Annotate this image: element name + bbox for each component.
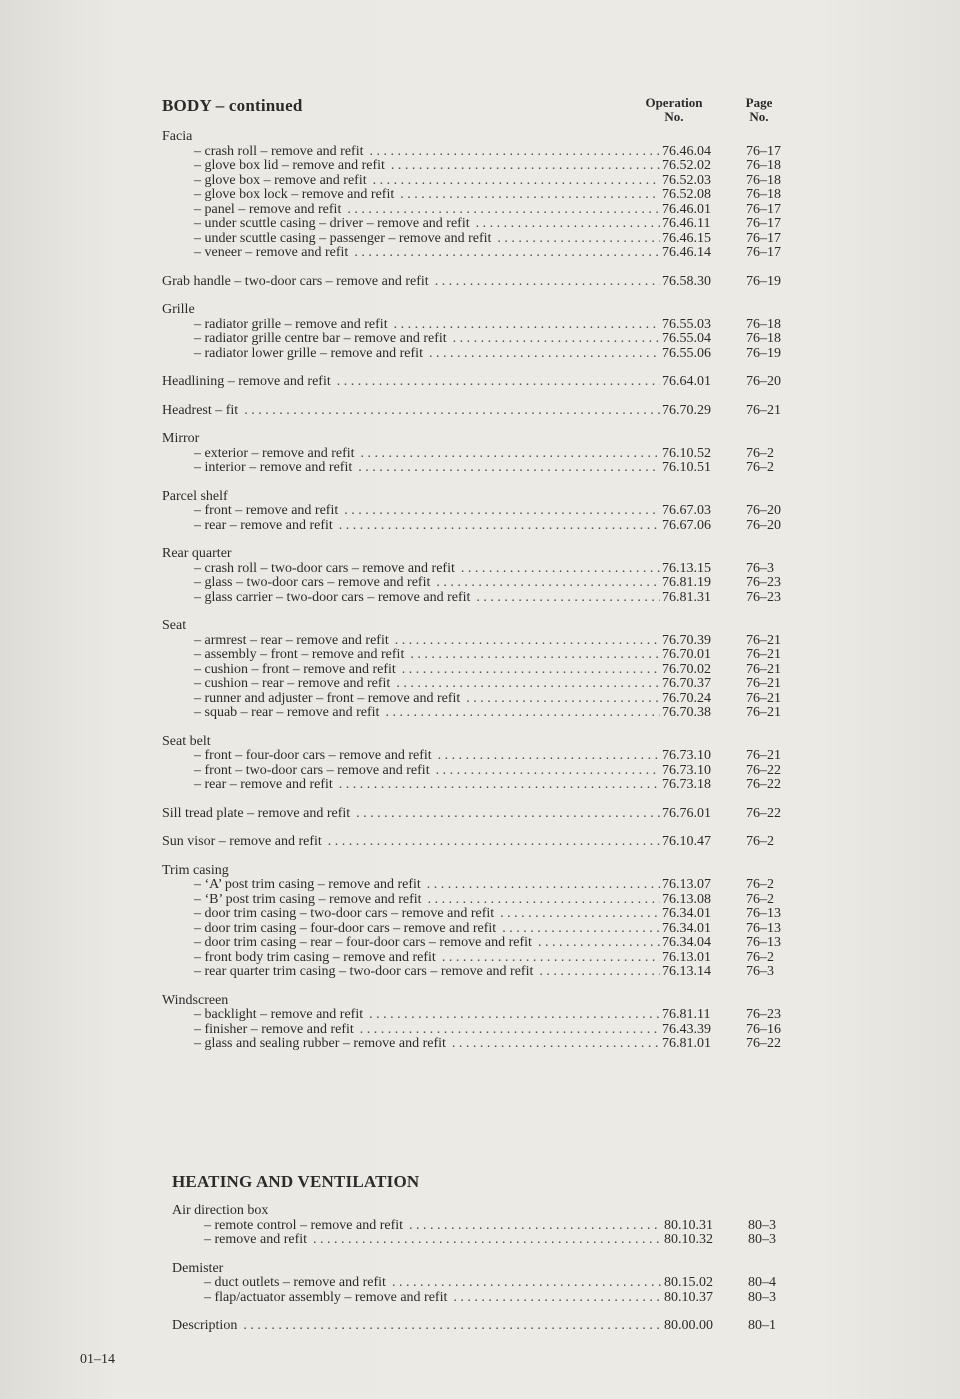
page-number: 76–2: [746, 460, 774, 475]
operation-number: 76.73.10: [662, 748, 711, 763]
entry-label: – under scuttle casing – driver – remove and refit: [194, 216, 470, 231]
page-no-header: Page No.: [745, 95, 773, 124]
index-entry: [162, 965, 802, 980]
dot-leader: [360, 1023, 660, 1038]
section-title: HEATING AND VENTILATION: [172, 1172, 420, 1191]
operation-number: 76.10.52: [662, 445, 711, 461]
entry-label: Grab handle – two-door cars – remove and refit: [162, 273, 429, 289]
index-entry: [162, 648, 802, 663]
page-number: 76–18: [746, 187, 781, 202]
group-title: Seat: [162, 618, 187, 633]
page-number: 76–21: [746, 402, 781, 418]
index-entry: [162, 447, 802, 462]
dot-leader: [438, 749, 660, 764]
entry-label: – runner and adjuster – front – remove and refit: [194, 690, 461, 706]
dot-leader: [243, 1319, 662, 1334]
dot-leader: [385, 706, 660, 721]
entry-label: Description: [172, 1318, 238, 1333]
operation-number: 76.70.39: [662, 632, 711, 648]
index-group: [162, 490, 802, 534]
operation-number: 76.52.08: [662, 187, 711, 202]
index-group: [162, 864, 802, 980]
page-number: 76–13: [746, 920, 781, 936]
index-entry: [162, 677, 802, 692]
dot-leader: [429, 347, 660, 362]
dot-leader: [339, 778, 660, 793]
dot-leader: [497, 232, 660, 247]
index-entry: [162, 562, 802, 577]
page-number: 76–2: [746, 445, 774, 461]
index-group: [162, 735, 802, 793]
dot-leader: [347, 203, 660, 218]
page-number: 76–21: [746, 632, 781, 648]
page-number: 76–2: [746, 891, 774, 907]
operation-number: 76.13.07: [662, 877, 711, 892]
operation-number: 76.70.29: [662, 402, 711, 418]
entry-label: – glass carrier – two-door cars – remove and refit: [194, 589, 471, 605]
dot-leader: [400, 188, 660, 203]
operation-number: 76.55.03: [662, 316, 711, 332]
entry-label: Headrest – fit: [162, 402, 239, 418]
index-entry: [162, 347, 802, 362]
entry-label: – door trim casing – two-door cars – remove and refit: [194, 906, 495, 921]
index-entry: [162, 764, 802, 779]
dot-leader: [461, 562, 660, 577]
dot-leader: [435, 275, 660, 290]
index-group: [162, 432, 802, 476]
dot-leader: [337, 375, 660, 390]
dot-leader: [436, 764, 660, 779]
dot-leader: [339, 519, 660, 534]
entry-label: Headlining – remove and refit: [162, 374, 331, 389]
entry-label: – assembly – front – remove and refit: [194, 647, 405, 662]
index-group: [172, 1319, 804, 1334]
index-entry: [162, 634, 802, 649]
dot-leader: [373, 174, 660, 189]
entry-label: – panel – remove and refit: [194, 201, 342, 217]
page-number: 80–3: [748, 1217, 776, 1233]
dot-leader: [394, 318, 660, 333]
page-number: 76–13: [746, 906, 781, 921]
index-entry: [162, 1008, 802, 1023]
entry-label: – duct outlets – remove and refit: [204, 1275, 386, 1290]
page-number: 76–20: [746, 374, 781, 389]
entry-label: – ‘B’ post trim casing – remove and refit: [194, 891, 422, 907]
operation-number: 76.73.18: [662, 777, 711, 792]
entry-label: – radiator grille – remove and refit: [194, 316, 388, 332]
page-number: 76–17: [746, 245, 781, 260]
index-entry: [162, 778, 802, 793]
dot-leader: [409, 1219, 662, 1234]
entry-label: – front body trim casing – remove and refit: [194, 949, 436, 965]
operation-number: 76.70.37: [662, 676, 711, 691]
index-entry: [162, 318, 802, 333]
page-number: 76–18: [746, 158, 781, 173]
dot-leader: [453, 1291, 662, 1306]
dot-leader: [344, 504, 660, 519]
operation-number: 76.52.03: [662, 172, 711, 188]
entry-label: – veneer – remove and refit: [194, 245, 349, 260]
page-number: 76–17: [746, 143, 781, 159]
index-group: [162, 619, 802, 721]
operation-number: 76.46.14: [662, 245, 711, 260]
dot-leader: [395, 634, 660, 649]
dot-leader: [244, 404, 660, 419]
page-code: 01–14: [80, 1352, 115, 1367]
page-number: 76–3: [746, 560, 774, 576]
entry-label: – squab – rear – remove and refit: [194, 705, 380, 720]
entry-label: – rear – remove and refit: [194, 777, 333, 792]
index-group: [162, 404, 802, 419]
operation-number: 76.55.06: [662, 345, 711, 361]
entry-label: – exterior – remove and refit: [194, 445, 355, 461]
page-number: 76–21: [746, 748, 781, 763]
index-entry: [162, 807, 802, 822]
index-entry: [162, 591, 802, 606]
dot-leader: [354, 246, 660, 261]
page-number: 76–16: [746, 1021, 781, 1037]
page-number: 76–22: [746, 805, 781, 821]
index-entry: [162, 576, 802, 591]
index-group: [162, 275, 802, 290]
index-entry: [162, 188, 802, 203]
index-entry: [172, 1291, 804, 1306]
dot-leader: [370, 145, 661, 160]
index-entry: [162, 145, 802, 160]
operation-number: 76.70.38: [662, 705, 711, 720]
index-entry: [162, 159, 802, 174]
page-number: 76–21: [746, 647, 781, 662]
operation-number: 76.73.10: [662, 762, 711, 778]
page-number: 76–19: [746, 345, 781, 361]
page-number: 80–3: [748, 1232, 776, 1247]
operation-number: 76.81.31: [662, 589, 711, 605]
index-group: [172, 1204, 804, 1248]
entry-label: – glass and sealing rubber – remove and refit: [194, 1036, 446, 1051]
dot-leader: [466, 692, 660, 707]
operation-number: 76.10.47: [662, 834, 711, 849]
operation-number: 76.64.01: [662, 374, 711, 389]
entry-label: – rear – remove and refit: [194, 517, 333, 533]
dot-leader: [476, 591, 660, 606]
group-title: Facia: [162, 129, 193, 144]
entry-label: – cushion – front – remove and refit: [194, 661, 396, 677]
index-entry: [162, 893, 802, 908]
entry-label: – remote control – remove and refit: [204, 1217, 404, 1233]
index-entry: [172, 1276, 804, 1291]
index-group: [172, 1262, 804, 1306]
dot-leader: [391, 159, 660, 174]
operation-number: 76.13.01: [662, 949, 711, 965]
entry-label: – radiator lower grille – remove and refit: [194, 345, 423, 361]
page-number: 76–20: [746, 517, 781, 533]
operation-number: 80.10.31: [664, 1217, 713, 1233]
page-number: 76–3: [746, 964, 774, 979]
entry-label: Sun visor – remove and refit: [162, 834, 322, 849]
entry-label: – remove and refit: [204, 1232, 308, 1247]
entry-label: – door trim casing – rear – four-door cars – remove and refit: [194, 935, 532, 950]
index-entry: [162, 706, 802, 721]
index-entry: [162, 749, 802, 764]
index-entry: [162, 375, 802, 390]
dot-leader: [452, 1037, 660, 1052]
index-entry: [172, 1219, 804, 1234]
dot-leader: [356, 807, 660, 822]
operation-number: 76.46.01: [662, 201, 711, 217]
page-number: 76–23: [746, 589, 781, 605]
entry-label: Sill tread plate – remove and refit: [162, 805, 351, 821]
operation-number: 76.46.11: [662, 216, 711, 231]
page-number: 76–18: [746, 172, 781, 188]
index-entry: [162, 951, 802, 966]
index-entry: [162, 217, 802, 232]
entry-label: – armrest – rear – remove and refit: [194, 632, 389, 648]
operation-number: 76.34.04: [662, 935, 711, 950]
index-entry: [172, 1233, 804, 1248]
operation-number: 76.13.14: [662, 964, 711, 979]
dot-leader: [396, 677, 660, 692]
body-operation-index: [162, 130, 802, 1066]
operation-number: 76.70.02: [662, 661, 711, 677]
page-number: 76–17: [746, 201, 781, 217]
dot-leader: [502, 922, 660, 937]
page-number: 76–22: [746, 777, 781, 792]
page-number: 76–18: [746, 316, 781, 332]
entry-label: – cushion – rear – remove and refit: [194, 676, 391, 691]
index-entry: [162, 461, 802, 476]
dot-leader: [313, 1233, 662, 1248]
index-entry: [162, 275, 802, 290]
page-number: 76–2: [746, 877, 774, 892]
dot-leader: [476, 217, 660, 232]
page-number: 76–23: [746, 575, 781, 590]
page-number: 76–2: [746, 949, 774, 965]
page-number: 76–19: [746, 273, 781, 289]
entry-label: – crash roll – two-door cars – remove and refit: [194, 560, 455, 576]
group-title: Windscreen: [162, 992, 229, 1008]
index-entry: [162, 246, 802, 261]
index-group: [162, 835, 802, 850]
operation-number: 76.52.02: [662, 158, 711, 173]
dot-leader: [428, 893, 660, 908]
entry-label: – ‘A’ post trim casing – remove and refit: [194, 877, 421, 892]
page-number: 76–23: [746, 1007, 781, 1022]
page-number: 76–22: [746, 1036, 781, 1051]
index-entry: [162, 332, 802, 347]
index-entry: [162, 1023, 802, 1038]
index-entry: [162, 663, 802, 678]
entry-label: – front – four-door cars – remove and refit: [194, 748, 432, 763]
operation-number: 76.67.03: [662, 503, 711, 518]
index-entry: [162, 907, 802, 922]
index-group: [162, 994, 802, 1052]
index-entry: [162, 692, 802, 707]
page-number: 76–21: [746, 661, 781, 677]
group-title: Grille: [162, 302, 195, 317]
heating-operation-index: [172, 1204, 804, 1334]
operation-number: 76.46.15: [662, 230, 711, 246]
entry-label: – interior – remove and refit: [194, 460, 353, 475]
operation-number: 76.55.04: [662, 331, 711, 346]
entry-label: – front – remove and refit: [194, 503, 339, 518]
operation-number: 76.70.24: [662, 690, 711, 706]
page-number: 76–20: [746, 503, 781, 518]
operation-number: 80.10.32: [664, 1232, 713, 1247]
dot-leader: [358, 461, 660, 476]
dot-leader: [410, 648, 660, 663]
dot-leader: [442, 951, 660, 966]
operation-number: 76.76.01: [662, 805, 711, 821]
entry-label: – flap/actuator assembly – remove and refit: [204, 1289, 448, 1305]
index-entry: [162, 878, 802, 893]
entry-label: – radiator grille centre bar – remove and refit: [194, 331, 447, 346]
index-group: [162, 375, 802, 390]
group-title: Trim casing: [162, 862, 229, 878]
group-title: Air direction box: [172, 1203, 269, 1218]
group-title: Demister: [172, 1260, 224, 1276]
operation-number: 76.58.30: [662, 273, 711, 289]
dot-leader: [361, 447, 660, 462]
page-number: 76–17: [746, 216, 781, 231]
operation-number: 80.15.02: [664, 1275, 713, 1290]
operation-number: 76.34.01: [662, 920, 711, 936]
page-number: 80–3: [748, 1289, 776, 1305]
operation-number: 76.43.39: [662, 1021, 711, 1037]
page-number: 80–1: [748, 1318, 776, 1333]
operation-number: 76.10.51: [662, 460, 711, 475]
page-number: 80–4: [748, 1275, 776, 1290]
group-title: Rear quarter: [162, 546, 232, 561]
dot-leader: [392, 1276, 662, 1291]
dot-leader: [500, 907, 660, 922]
page-number: 76–2: [746, 834, 774, 849]
dot-leader: [427, 878, 660, 893]
page-number: 76–13: [746, 935, 781, 950]
operation-number: 76.81.01: [662, 1036, 711, 1051]
operation-number: 76.81.11: [662, 1007, 711, 1022]
index-group: [162, 807, 802, 822]
dot-leader: [402, 663, 660, 678]
dot-leader: [328, 835, 660, 850]
index-group: [162, 547, 802, 605]
index-entry: [162, 936, 802, 951]
entry-label: – finisher – remove and refit: [194, 1021, 354, 1037]
dot-leader: [453, 332, 660, 347]
operation-number: 76.70.01: [662, 647, 711, 662]
index-entry: [162, 519, 802, 534]
section-title: BODY – continued: [162, 96, 303, 115]
entry-label: – front – two-door cars – remove and refit: [194, 762, 430, 778]
entry-label: – backlight – remove and refit: [194, 1007, 364, 1022]
dot-leader: [538, 936, 660, 951]
dot-leader: [436, 576, 660, 591]
index-entry: [162, 174, 802, 189]
operation-number: 80.00.00: [664, 1318, 713, 1333]
entry-label: – door trim casing – four-door cars – remove and refit: [194, 920, 497, 936]
operation-number: 76.13.08: [662, 891, 711, 907]
index-entry: [162, 835, 802, 850]
index-entry: [162, 922, 802, 937]
operation-number: 76.67.06: [662, 517, 711, 533]
index-entry: [162, 203, 802, 218]
index-group: [162, 130, 802, 261]
operation-number: 80.10.37: [664, 1289, 713, 1305]
page-number: 76–17: [746, 230, 781, 246]
entry-label: – under scuttle casing – passenger – remove and refit: [194, 230, 492, 246]
group-title: Seat belt: [162, 733, 211, 749]
page-number: 76–21: [746, 705, 781, 720]
dot-leader: [539, 965, 660, 980]
entry-label: – rear quarter trim casing – two-door cars – remove and refit: [194, 964, 534, 979]
page-number: 76–21: [746, 676, 781, 691]
index-entry: [162, 504, 802, 519]
entry-label: – glove box – remove and refit: [194, 172, 367, 188]
entry-label: – glove box lid – remove and refit: [194, 158, 385, 173]
index-group: [162, 303, 802, 361]
entry-label: – glove box lock – remove and refit: [194, 187, 395, 202]
index-entry: [162, 404, 802, 419]
index-entry: [162, 1037, 802, 1052]
operation-number: 76.46.04: [662, 143, 711, 159]
index-entry: [162, 232, 802, 247]
index-entry: [172, 1319, 804, 1334]
page-number: 76–21: [746, 690, 781, 706]
page-number: 76–18: [746, 331, 781, 346]
page-number: 76–22: [746, 762, 781, 778]
operation-number: 76.34.01: [662, 906, 711, 921]
group-title: Mirror: [162, 431, 200, 446]
entry-label: – crash roll – remove and refit: [194, 143, 364, 159]
operation-number: 76.81.19: [662, 575, 711, 590]
operation-no-header: Operation No.: [645, 95, 703, 124]
operation-number: 76.13.15: [662, 560, 711, 576]
entry-label: – glass – two-door cars – remove and refit: [194, 575, 431, 590]
dot-leader: [369, 1008, 660, 1023]
heating-section: [172, 1172, 804, 1348]
group-title: Parcel shelf: [162, 488, 228, 504]
